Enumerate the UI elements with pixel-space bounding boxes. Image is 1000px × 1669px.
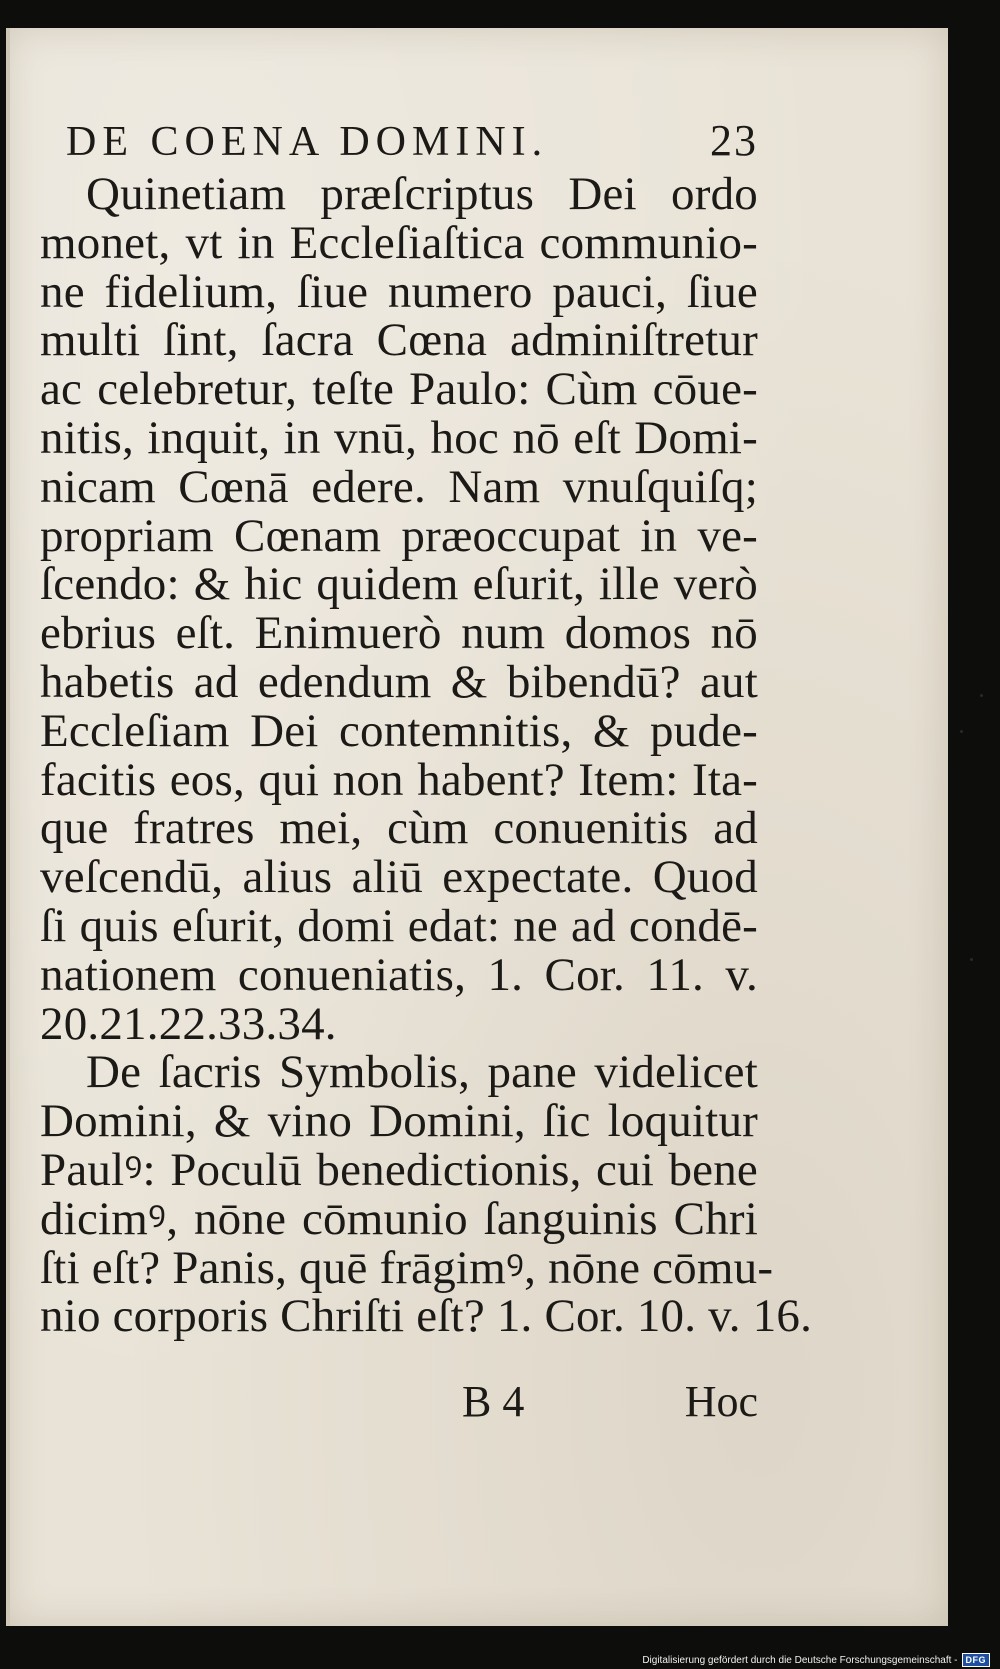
text-line: Paulꝰ: Poculū benedictionis, cui bene (40, 1144, 758, 1196)
text-line: De ſacris Symbolis, pane videlicet (86, 1046, 758, 1099)
text-line: 20.21.22.33.34. (40, 997, 337, 1050)
footer-credit (642, 1653, 990, 1667)
text-line: que fratres mei, cùm conuenitis ad (40, 802, 758, 855)
running-head-title: DE COENA DOMINI. (66, 119, 549, 165)
dfg-logo: DFG (962, 1653, 991, 1667)
text-line: Domini, & vino Domini, ſic loquitur (40, 1095, 758, 1148)
text-line: multi ſint, ſacra Cœna adminiſtretur (40, 314, 758, 367)
dust-speck (960, 730, 963, 733)
signature-line (462, 1376, 758, 1427)
text-line: habetis ad edendum & bibendū? aut (40, 656, 758, 708)
page-edge (6, 28, 10, 1626)
text-line: Quinetiam præſcriptus Dei ordo (86, 168, 758, 220)
book-page (6, 28, 948, 1626)
text-line: nio corporis Chriſti eſt? 1. Cor. 10. v. 16. (40, 1290, 813, 1343)
text-line: facitis eos, qui non habent? Item: Ita- (40, 753, 758, 806)
text-line: ſi quis eſurit, domi edat: ne ad condē- (40, 900, 758, 952)
text-line: monet, vt in Eccleſiaſtica communio- (40, 216, 758, 269)
text-line: dicimꝰ, nōne cōmunio ſanguinis Chri (40, 1192, 758, 1245)
signature-mark: B 4 (462, 1377, 525, 1426)
text-line: nicam Cœnā edere. Nam vnuſquiſq; (40, 460, 758, 513)
running-head (66, 115, 758, 166)
text-line: ſti eſt? Panis, quē frāgimꝰ, nōne cōmu- (40, 1241, 774, 1294)
text-line: ſcendo: & hic quidem eſurit, ille verò (40, 558, 758, 611)
text-line: nitis, inquit, in vnū, hoc nō eſt Domi- (40, 412, 758, 464)
text-line: propriam Cœnam præoccupat in ve- (40, 509, 758, 562)
text-line: ne fidelium, ſiue numero pauci, ſiue (40, 265, 758, 318)
page-number: 23 (710, 116, 758, 165)
text-line: nationem conueniatis, 1. Cor. 11. v. (40, 948, 758, 1001)
text-line: ebrius eſt. Enimuerò num domos nō (40, 607, 758, 660)
text-line: ac celebretur, teſte Paulo: Cùm cōue- (40, 363, 758, 416)
text-line: veſcendū, alius aliū expectate. Quod (40, 851, 758, 904)
dust-speck (970, 958, 973, 961)
dust-speck (980, 694, 983, 697)
text-line: Eccleſiam Dei contemnitis, & pude- (40, 704, 758, 757)
footer-credit-text: Digitalisierung gefördert durch die Deutsche Forschungsgemeinschaft - (642, 1654, 958, 1666)
catchword: Hoc (684, 1377, 758, 1426)
